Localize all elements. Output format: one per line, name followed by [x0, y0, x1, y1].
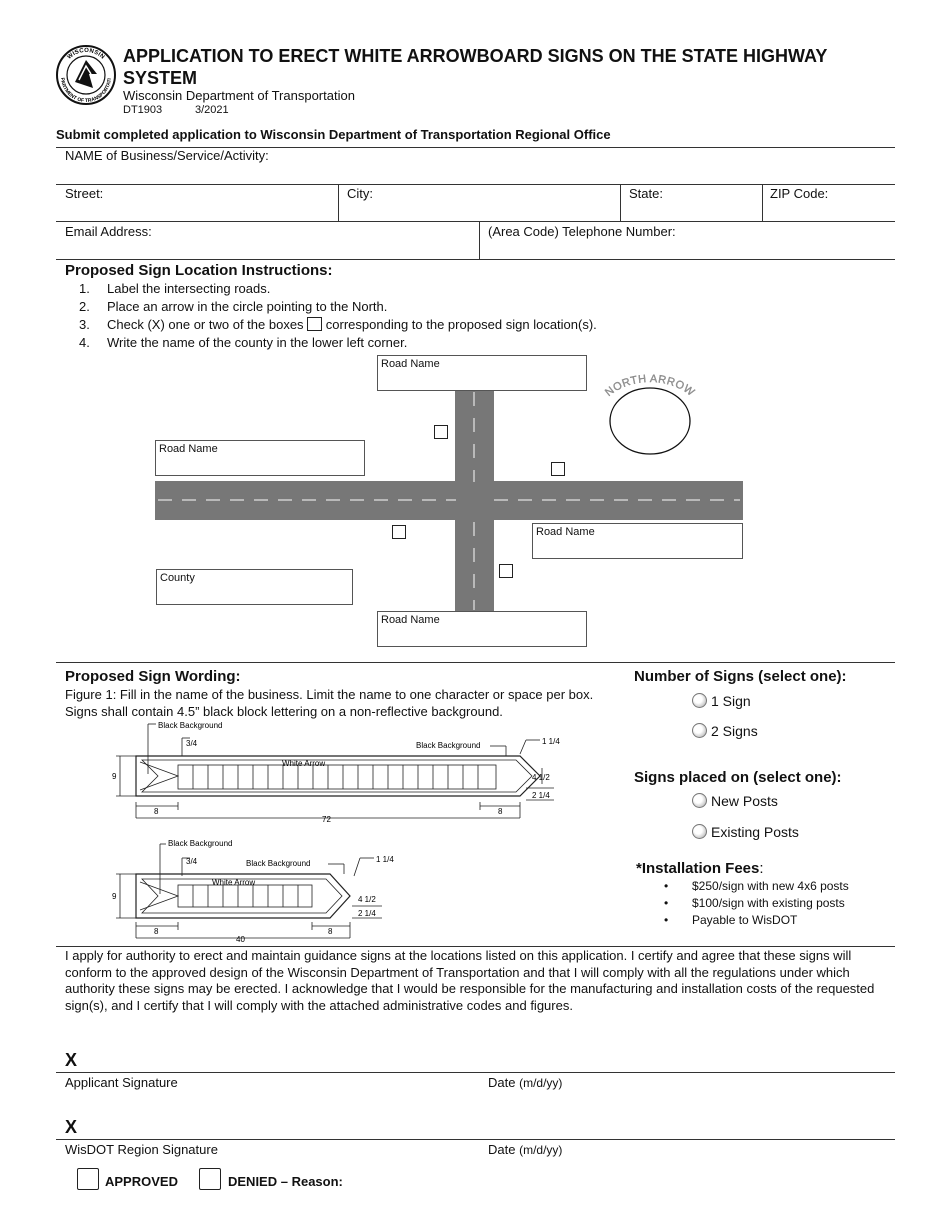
fig-one-quarter-label: 1 1/4	[542, 737, 560, 746]
fig-two-quarter-label-2: 2 1/4	[358, 909, 376, 918]
fig-white-arrow-label: White Arrow	[282, 759, 326, 768]
list-item: 2. Place an arrow in the circle pointing to the North.	[79, 299, 388, 314]
street-field[interactable]: Street:	[65, 186, 104, 201]
agency-name: Wisconsin Department of Transportation	[123, 88, 355, 103]
list-item: • $100/sign with existing posts	[636, 895, 916, 912]
arrowboard-figure-40	[100, 836, 400, 946]
road-name-bottom[interactable]: Road Name	[377, 611, 587, 647]
number-of-signs-heading: Number of Signs (select one):	[634, 668, 847, 685]
county-field[interactable]: County	[156, 569, 353, 605]
radio-existing-posts[interactable]: Existing Posts	[692, 824, 799, 840]
fig-one-quarter-label-2: 1 1/4	[376, 855, 394, 864]
submit-instruction: Submit completed application to Wisconsin Department of Transportation Regional Office	[56, 127, 611, 142]
fig-three-quarter-label: 3/4	[186, 739, 198, 748]
applicant-signature-line[interactable]	[56, 1072, 895, 1073]
radio-icon[interactable]	[692, 693, 707, 708]
road-name-top[interactable]: Road Name	[377, 355, 587, 391]
fig-four-half-label: 4 1/2	[532, 773, 550, 782]
radio-icon[interactable]	[692, 824, 707, 839]
wisdot-x-mark: X	[65, 1117, 78, 1137]
list-item: 3. Check (X) one or two of the boxes corresponding to the proposed sign location(s).	[79, 317, 597, 332]
form-date: 3/2021	[195, 104, 229, 116]
radio-icon[interactable]	[692, 723, 707, 738]
location-instructions-heading: Proposed Sign Location Instructions:	[65, 262, 333, 279]
fig-forty-label: 40	[236, 935, 245, 944]
fig-four-half-label-2: 4 1/2	[358, 895, 376, 904]
certification-text: I apply for authority to erect and maintain guidance signs at the locations listed on this application. I certify and agree that these signs will conform to the approved design of the Wisconsin Department of Transportation and that I will comply with all the regulations under which authority these signs may be erected. I acknowledge that I would be responsible for the manufacturing and installation costs of the requested sign(s), and I certify that I will comply with the attached administrative codes and figures.	[65, 948, 875, 1013]
fig-white-arrow-label-2: White Arrow	[212, 878, 256, 887]
city-field[interactable]: City:	[347, 186, 373, 201]
form-title-line2: SYSTEM	[123, 68, 198, 88]
location-checkbox-se[interactable]	[499, 564, 513, 578]
fig-seventy-two-label: 72	[322, 815, 331, 824]
fig-three-quarter-label-2: 3/4	[186, 857, 198, 866]
fig-eight-label-4: 8	[328, 927, 333, 936]
fig-black-background-label: Black Background	[158, 721, 223, 730]
fig-nine-label-2: 9	[112, 892, 117, 901]
fig-black-background-label-2: Black Background	[416, 741, 481, 750]
road-name-right[interactable]: Road Name	[532, 523, 743, 559]
list-item: 1. Label the intersecting roads.	[79, 281, 271, 296]
approved-checkbox[interactable]	[77, 1168, 99, 1190]
form-number: DT1903	[123, 104, 163, 116]
applicant-signature-label: Applicant Signature	[65, 1075, 178, 1090]
wisdot-signature-line[interactable]	[56, 1139, 895, 1140]
location-checkbox-sw[interactable]	[392, 525, 406, 539]
location-checkbox-ne[interactable]	[551, 462, 565, 476]
form-title-line1: APPLICATION TO ERECT WHITE ARROWBOARD SIGNS ON THE STATE HIGHWAY	[123, 46, 828, 66]
fig-eight-label-2: 8	[498, 807, 503, 816]
approved-label: APPROVED	[105, 1174, 178, 1189]
wisdot-signature-label: WisDOT Region Signature	[65, 1142, 218, 1157]
fig-black-background-label-4: Black Background	[246, 859, 311, 868]
north-arrow-label: NORTH ARROW	[603, 373, 697, 400]
email-field[interactable]: Email Address:	[65, 224, 152, 239]
fig-eight-label: 8	[154, 807, 159, 816]
sign-wording-heading: Proposed Sign Wording:	[65, 668, 241, 685]
seal-text-bottom: PARTMENT OF TRANSPORTATI	[58, 77, 113, 105]
fig-eight-label-3: 8	[154, 927, 159, 936]
applicant-date-label: Date (m/d/yy)	[488, 1075, 563, 1090]
north-arrow-circle[interactable]	[600, 368, 700, 460]
fig-two-quarter-label: 2 1/4	[532, 791, 550, 800]
phone-field[interactable]: (Area Code) Telephone Number:	[488, 224, 676, 239]
fig-black-background-label-3: Black Background	[168, 839, 233, 848]
applicant-x-mark: X	[65, 1050, 78, 1070]
state-field[interactable]: State:	[629, 186, 663, 201]
installation-fees-list	[636, 878, 916, 929]
road-name-left[interactable]: Road Name	[155, 440, 365, 476]
zip-field[interactable]: ZIP Code:	[770, 186, 829, 201]
business-name-field[interactable]: NAME of Business/Service/Activity:	[65, 148, 269, 163]
radio-1-sign[interactable]: 1 Sign	[692, 693, 751, 709]
radio-2-signs[interactable]: 2 Signs	[692, 723, 758, 739]
sign-wording-description: Figure 1: Fill in the name of the business. Limit the name to one character or space per box. Signs shall contain 4.5” black block lettering on a non-reflective background.	[65, 687, 594, 719]
radio-new-posts[interactable]: New Posts	[692, 793, 778, 809]
denied-checkbox[interactable]	[199, 1168, 221, 1190]
arrowboard-figure-72	[100, 718, 580, 830]
list-item: • Payable to WisDOT	[636, 912, 916, 929]
seal-text-top: WISCONSIN	[66, 47, 106, 61]
signs-placed-heading: Signs placed on (select one):	[634, 769, 842, 786]
installation-fees-heading: *Installation Fees:	[636, 860, 764, 877]
location-checkbox-nw[interactable]	[434, 425, 448, 439]
denied-label: DENIED – Reason:	[228, 1174, 343, 1189]
wisdot-date-label: Date (m/d/yy)	[488, 1142, 563, 1157]
list-item: 4. Write the name of the county in the lower left corner.	[79, 335, 408, 350]
radio-icon[interactable]	[692, 793, 707, 808]
fig-nine-label: 9	[112, 772, 117, 781]
list-item: • $250/sign with new 4x6 posts	[636, 878, 916, 895]
